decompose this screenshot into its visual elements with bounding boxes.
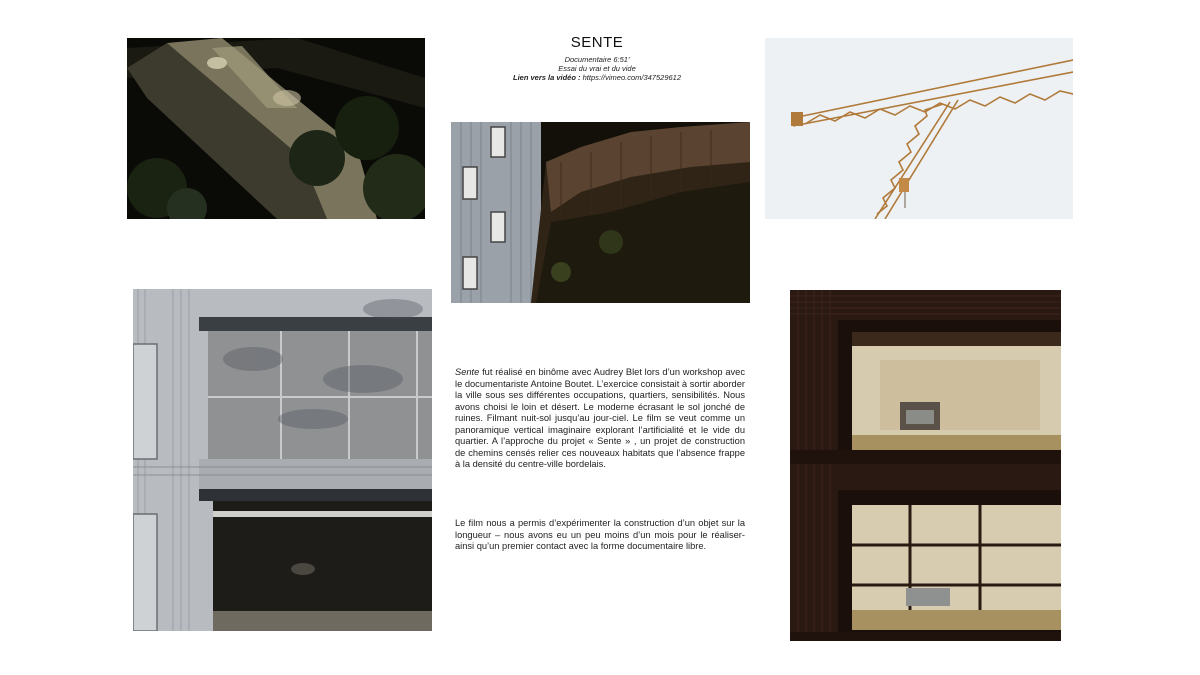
crane-photo xyxy=(765,38,1073,219)
description-paragraph-2: Le film nous a permis d’expérimenter la construction d’un objet sur la longueur – nous avons eu un peu moins d’un mois pour le réaliser- ainsi qu’un premier contact avec la forme documentaire libre. xyxy=(455,518,745,551)
video-link[interactable]: https://vimeo.com/347529612 xyxy=(582,73,682,82)
paragraph-1-text: fut réalisé en binôme avec Audrey Blet lors d’un workshop avec le documentariste Antoine Boutet. L’exercice consistait à sortir aborder la ville sous ses différentes occupations, quartiers, sensibilités. Nous avons choisi le loin et désert. Le moderne écrasant le sol jonché de ruines. Filmant nuit-sol jusqu’au jour-ciel. Le film se veut comme un panoramique vertical imaginaire explorant l’artificialité et le vide du quartier. A l’approche du projet « Sente » , un projet de construction de chemins censés relier ces nouveaux habitats que l’absence frappe à la densité du centre-ville bordelais. xyxy=(455,367,745,469)
description-paragraph-1 xyxy=(455,367,745,471)
page-title: SENTE xyxy=(570,34,624,51)
film-title-italic: Sente xyxy=(455,367,480,377)
night-wall-photo xyxy=(127,38,425,219)
duration-label: Documentaire 6:51' xyxy=(564,55,630,64)
facade-garage-photo xyxy=(133,289,432,631)
video-link-label: Lien vers la vidéo : xyxy=(512,73,581,82)
ruined-wall-photo xyxy=(451,122,750,303)
subtitle-label: Essai du vrai et du vide xyxy=(558,64,636,73)
lit-garage-photo xyxy=(790,290,1061,641)
video-link-line xyxy=(480,73,714,82)
